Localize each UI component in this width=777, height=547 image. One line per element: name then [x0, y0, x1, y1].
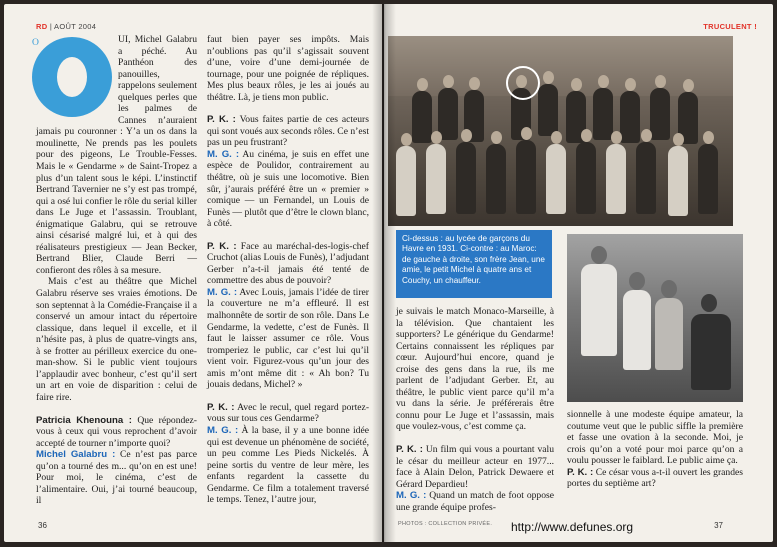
dropcap-o: O [32, 37, 112, 117]
answer-1 [36, 449, 197, 507]
intro-paragraph-1: UI, Michel Galabru a péché. Au Panthéon des panouilles, rappelons seulement quelques perles que les palmes de Cannes n’auraient jamais pu couronner : Y’a un os dans la moulinette, Ne prends pas les poulets pour des pigeons, Le Trouble-Fesses. Mais le « Gendarme » de Saint-Tropez a plus d’un talent sous le képi. L’instinctif Bertrand Tavernier ne s’y est pas trompé, qui a osé lui confier le rôle du serial killer dans Le Juge et l’assassin. Troublant, énigmatique Galabru, qui se retrouve ainsi césarisé malgré lui, et à qui des réalisateurs prestigieux — Jean Becker, Bertrand Blier, Claude Berri — confieront des rôles à sa mesure. [36, 34, 197, 276]
photo-wall-background [388, 36, 733, 96]
speaker-label: M. G. : [207, 148, 240, 160]
intro-paragraph-2: Mais c’est au théâtre que Michel Galabru réserve ses vraies émotions. De son septennat à la Comédie-Française il a conservé un amour intact du répertoire classique, dans lequel il excelle, et il n’hésite pas, à plus de quatre-vingts ans, à se frotter au périlleux exercice du one-man-show. Si le public vient toujours l’applaudir avec bonheur, c’est qu’il sert un art en voie de disparition : celui de faire rire. [36, 276, 197, 403]
speaker-label: M. G. : [207, 424, 239, 436]
answer-text: À la base, il y a une bonne idée qui est devenue un phénomène de société, un peu comme Les Pieds Nickelés. À peine sortis du ventre de leur mère, les enfants regardent la cassette du Gendarme. Ce film a totalement traversé le temps. Tenez, l’autre jour, [207, 424, 369, 506]
page-header-left [36, 22, 96, 31]
answer-1-continued: faut bien payer ses impôts. Mais n’oublions pas qu’il s’agissait souvent d’une, voire d’une demi-journée de tournage, pour une poignée de répliques. Mes plus beaux rôles, je les ai joués au théâtre. Là, je tiens mon public. [207, 34, 369, 103]
speaker-label: P. K. : [207, 114, 236, 126]
question-text: Ce césar vous a-t-il ouvert les grandes portes du septième art? [567, 466, 743, 490]
speaker-label: M. G. : [207, 286, 238, 298]
question-text: Que répondez-vous à ceux qui vous reprochent d’avoir accepté de tourner n’importe quoi? [36, 414, 198, 449]
answer-text: Avec Louis, jamais l’idée de tirer la couverture ne m’a effleuré. Il est malhonnête de sortir de son rôle. Dans Le Gendarme, la vedette, c’est de Funès. Il faut le laisser assumer ce rôle. Vous tromperiez le public, car c’est lui qu’il vient voir. Figurez-vous qu’un jour des amis m’ont même dit : « Ah bon? Tu jouais dedans, Michel? » [207, 286, 369, 391]
answer-5 [396, 490, 554, 513]
left-page [4, 4, 382, 542]
right-page [384, 4, 773, 542]
answer-3 [207, 287, 369, 391]
photo-credit: PHOTOS : COLLECTION PRIVÉE. [398, 521, 493, 527]
issue-date: | AOÛT 2004 [49, 22, 97, 31]
question-1 [36, 415, 197, 450]
page-number-right: 37 [714, 521, 723, 530]
answer-4-continued: je suivais le match Monaco-Marseille, à la télévision. Que chantaient les supporters? Le générique du Gendarme! Certains connaissent les répliques par cœur. Aujourd’hui encore, quand je croise des gens dans la rue, ils me parlent de l’adjudant Gerber. Et, au théâtre, le public vient parce qu’il m’a vu dans la série. Je préférerais être connu pour Le Juge et l’assassin, mais que voulez-vous, c’est comme ça. [396, 306, 554, 433]
website-url: http://www.defunes.org [511, 520, 634, 534]
right-column-1 [396, 306, 554, 513]
speaker-label: P. K. : [207, 240, 237, 252]
question-2 [207, 114, 369, 149]
highlight-circle-michel [506, 66, 540, 100]
school-class-photo [388, 36, 733, 226]
photo-caption: Ci-dessus : au lycée de garçons du Havre en 1931. Ci-contre : au Maroc: de gauche à droite, son frère Jean, une amie, le petit Michel à quatre ans et Couchy, un chauffeur. [396, 230, 552, 298]
speaker-label: P. K. : [396, 444, 423, 456]
question-6 [567, 467, 743, 490]
magazine-logo: RD [36, 22, 48, 31]
question-3 [207, 241, 369, 287]
answer-text: Au cinéma, je suis en effet une espèce de Poulidor, contrairement au théâtre, où je suis une locomotive. Bien sûr, j’aurais préféré être un « premier » comique — un Fernandel, un Louis de Funès — plutôt que d’être le clown blanc, à côté. [207, 148, 370, 230]
question-text: Un film qui vous a pourtant valu le césar du meilleur acteur en 1977... face à Alain Delon, Patrick Dewaere et Gérard Depardieu! [396, 444, 554, 490]
question-text: Face au maréchal-des-logis-chef Cruchot (alias Louis de Funès), l’adjudant Gerber n’a-t-il jamais été tenté de commettre des abus de pouvoir? [207, 240, 369, 287]
page-header-right: TRUCULENT ! [703, 22, 757, 31]
question-text: Vous faites partie de ces acteurs qui sont voués aux seconds rôles. Ce n’est pas un peu frustrant? [207, 114, 370, 149]
question-text: Avec le recul, quel regard portez-vous sur tous ces Gendarme? [207, 401, 370, 425]
speaker-label: P. K. : [207, 401, 235, 413]
page-number-left: 36 [38, 521, 47, 530]
question-4 [207, 402, 369, 425]
answer-2 [207, 149, 369, 230]
answer-5-continued: sionnelle à une modeste équipe amateur, la coutume veut que le public siffle la première et fasse une ovation à la seconde. Moi, je crois qu’on a voté pour moi parce qu’on a voulu pousser le faiblard. Le public aime ça. [567, 409, 743, 467]
right-column-2 [567, 409, 743, 490]
left-column-2 [207, 34, 369, 506]
morocco-family-photo [567, 234, 743, 402]
answer-4 [207, 425, 369, 506]
answer-text: Quand un match de foot oppose une grande équipe profes- [396, 490, 555, 513]
question-5 [396, 444, 554, 490]
speaker-label: Patricia Khenouna : [36, 414, 132, 426]
answer-text: Ce n’est pas parce qu’on a tourné des m... qu’on en est une! Pour moi, le cinéma, c’est de l’alimentaire. Oui, j’ai tourné beaucoup, il [36, 449, 197, 507]
speaker-label: Michel Galabru : [36, 449, 116, 461]
speaker-label: P. K. : [567, 466, 594, 478]
left-column-1 [32, 34, 198, 507]
speaker-label: M. G. : [396, 490, 427, 502]
